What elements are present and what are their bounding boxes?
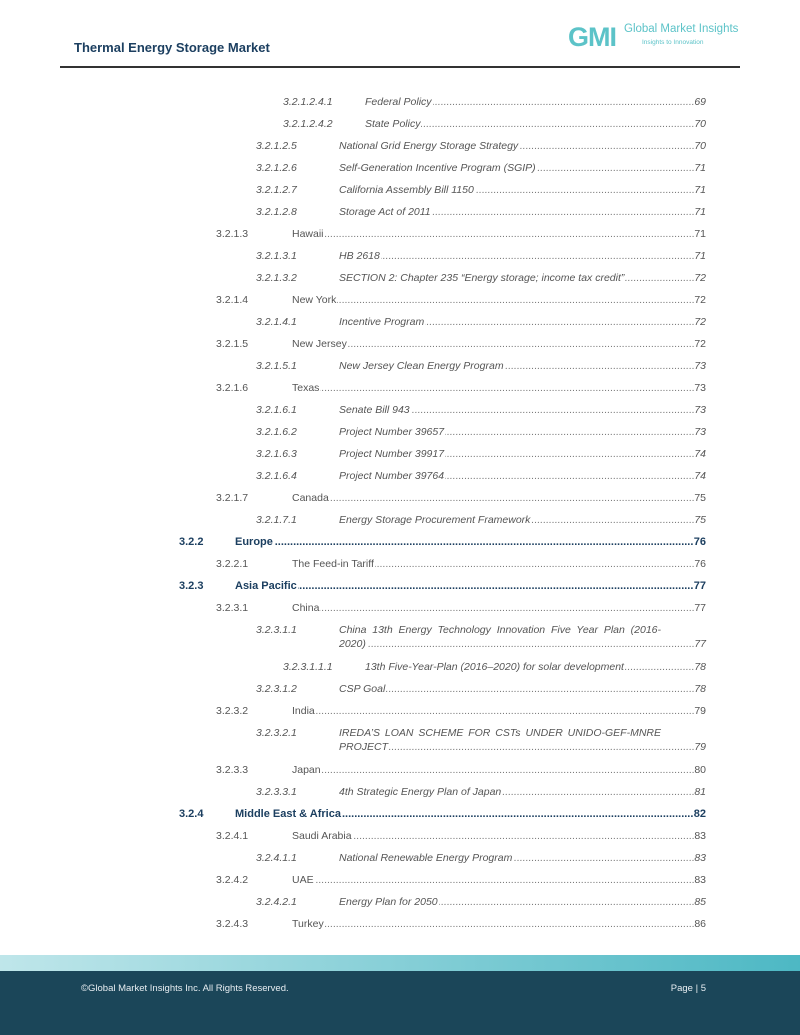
toc-entry-title: Hawaii (292, 228, 324, 240)
toc-entry-title: California Assembly Bill 1150 (339, 184, 474, 196)
toc-entry-number: 3.2.3.3 (216, 764, 249, 776)
toc-entry[interactable] (0, 807, 800, 827)
logo-mark: GMI (568, 22, 616, 52)
toc-entry[interactable] (0, 227, 800, 247)
toc-entry-title: National Grid Energy Storage Strategy (339, 140, 519, 152)
toc-leader-dots (292, 293, 694, 307)
logo-name: Global Market Insights (624, 23, 739, 35)
toc-entry-page: 71 (694, 206, 706, 218)
toc-entry-number: 3.2.3.1.1 (256, 624, 297, 636)
toc-entry-title: New Jersey (292, 338, 347, 350)
toc-entry-number: 3.2.3.2 (216, 705, 249, 717)
toc-entry[interactable] (0, 513, 800, 533)
toc-entry-title: Texas (292, 382, 320, 394)
toc-entry-page: 75 (694, 492, 706, 504)
toc-entry[interactable] (0, 403, 800, 423)
toc-entry[interactable] (0, 139, 800, 159)
toc-entry-number: 3.2.1.2.8 (256, 206, 297, 218)
toc-entry[interactable] (0, 557, 800, 577)
toc-entry-number: 3.2.1.2.4.1 (283, 96, 333, 108)
toc-leader-dots (292, 873, 694, 887)
toc-entry-number: 3.2.1.7.1 (256, 514, 297, 526)
toc-entry-title: Project Number 39917 (339, 448, 445, 460)
toc-entry-title: CSP Goal (339, 683, 386, 695)
toc-entry-title-line1: IREDA’S LOAN SCHEME FOR CSTs UNDER UNIDO-GEF-MNRE (339, 727, 661, 739)
toc-entry[interactable] (0, 491, 800, 511)
toc-entry[interactable] (0, 315, 800, 335)
toc-entry-number: 3.2.1.4.1 (256, 316, 297, 328)
toc-entry-title: UAE (292, 874, 314, 886)
toc-entry-title: National Renewable Energy Program (339, 852, 513, 864)
toc-entry-title: Japan (292, 764, 321, 776)
toc-leader-dots (292, 227, 694, 241)
toc-entry-number: 3.2.4.1.1 (256, 852, 297, 864)
toc-entry-title: 4th Strategic Energy Plan of Japan (339, 786, 502, 798)
toc-entry-page: 75 (694, 514, 706, 526)
toc-entry-page: 70 (694, 140, 706, 152)
toc-entry[interactable] (0, 785, 800, 805)
toc-entry-title: Storage Act of 2011 (339, 206, 431, 218)
toc-entry-page: 78 (694, 661, 706, 673)
toc-entry-title: Federal Policy (365, 96, 432, 108)
page-footer (0, 971, 800, 1035)
toc-entry-title: Saudi Arabia (292, 830, 352, 842)
toc-entry-number: 3.2.2 (179, 536, 204, 548)
toc-entry-number: 3.2.1.6 (216, 382, 249, 394)
toc-entry-title: New Jersey Clean Energy Program (339, 360, 504, 372)
toc-entry-number: 3.2.1.3.1 (256, 250, 297, 262)
toc-entry-page: 71 (694, 228, 706, 240)
toc-entry-page: 80 (694, 764, 706, 776)
footer-copyright: ©Global Market Insights Inc. All Rights Reserved. (81, 983, 289, 994)
toc-entry-number: 3.2.1.6.2 (256, 426, 297, 438)
toc-entry-number: 3.2.1.3 (216, 228, 249, 240)
toc-entry-page: 83 (694, 874, 706, 886)
toc-entry-title (339, 623, 661, 651)
toc-entry-number: 3.2.2.1 (216, 558, 249, 570)
toc-entry-page: 76 (694, 558, 706, 570)
toc-leader-dots (292, 601, 694, 615)
toc-entry-page: 74 (694, 470, 706, 482)
toc-entry[interactable] (0, 623, 800, 659)
toc-entry-title-line2: PROJECT (339, 741, 389, 753)
toc-entry[interactable] (0, 293, 800, 313)
toc-entry[interactable] (0, 682, 800, 702)
toc-leader-dots (292, 337, 694, 351)
toc-entry-page: 72 (694, 294, 706, 306)
toc-entry-number: 3.2.3.2.1 (256, 727, 297, 739)
toc-entry-number: 3.2.3.1.2 (256, 683, 297, 695)
toc-entry-page: 73 (694, 404, 706, 416)
toc-entry-number: 3.2.1.6.1 (256, 404, 297, 416)
toc-entry-title: Europe (235, 536, 273, 548)
toc-entry-page: 86 (694, 918, 706, 930)
toc-entry-number: 3.2.1.5 (216, 338, 249, 350)
toc-entry-title: China (292, 602, 320, 614)
toc-entry[interactable] (0, 895, 800, 915)
toc-entry-page: 85 (694, 896, 706, 908)
toc-entry[interactable] (0, 249, 800, 269)
toc-entry-title: 13th Five-Year-Plan (2016–2020) for solar development (365, 661, 624, 673)
toc-entry[interactable] (0, 851, 800, 871)
toc-entry-title: India (292, 705, 315, 717)
toc-entry-title: HB 2618 (339, 250, 380, 262)
document-title: Thermal Energy Storage Market (74, 40, 270, 55)
toc-entry-page: 78 (694, 683, 706, 695)
toc-entry-title: Middle East & Africa (235, 808, 341, 820)
footer-page-number: Page | 5 (670, 983, 706, 994)
toc-entry[interactable] (0, 205, 800, 225)
toc-entry[interactable] (0, 660, 800, 680)
toc-entry[interactable] (0, 271, 800, 291)
toc-entry-number: 3.2.4.1 (216, 830, 249, 842)
toc-entry-number: 3.2.3.1 (216, 602, 249, 614)
logo-tagline: Insights to Innovation (642, 39, 704, 46)
header-divider (60, 66, 740, 68)
toc-entry[interactable] (0, 763, 800, 783)
toc-entry-page: 70 (694, 118, 706, 130)
toc-entry-page: 71 (694, 184, 706, 196)
toc-entry-number: 3.2.1.6.3 (256, 448, 297, 460)
toc-entry-title-line2: 2020) (339, 638, 366, 650)
toc-entry-page: 73 (694, 382, 706, 394)
toc-entry-number: 3.2.4 (179, 808, 204, 820)
toc-entry[interactable] (0, 447, 800, 467)
toc-entry-title-line1: China 13th Energy Technology Innovation Five Year Plan (2016- (339, 624, 661, 636)
toc-entry-title: Energy Plan for 2050 (339, 896, 438, 908)
toc-entry-title: Self-Generation Incentive Program (SGIP) (339, 162, 536, 174)
toc-entry[interactable] (0, 726, 800, 762)
toc-entry-number: 3.2.1.5.1 (256, 360, 297, 372)
toc-entry-page: 81 (694, 786, 706, 798)
toc-entry-title: State Policy (365, 118, 421, 130)
toc-entry-page: 72 (694, 338, 706, 350)
toc-entry-number: 3.2.1.2.6 (256, 162, 297, 174)
toc-entry-number: 3.2.1.7 (216, 492, 249, 504)
toc-entry[interactable] (0, 183, 800, 203)
toc-entry-page: 73 (694, 426, 706, 438)
toc-entry[interactable] (0, 873, 800, 893)
toc-entry-page: 77 (693, 580, 706, 592)
toc-entry[interactable] (0, 161, 800, 181)
toc-entry-title: Turkey (292, 918, 324, 930)
toc-leader-dots (292, 381, 694, 395)
toc-entry-title: Project Number 39657 (339, 426, 445, 438)
toc-entry[interactable] (0, 381, 800, 401)
toc-entry-page: 76 (693, 536, 706, 548)
toc-leader-dots (292, 917, 694, 931)
toc-entry[interactable] (0, 117, 800, 137)
toc-entry-number: 3.2.1.3.2 (256, 272, 297, 284)
toc-entry-title: Senate Bill 943 (339, 404, 410, 416)
toc-entry-title: Canada (292, 492, 329, 504)
toc-entry[interactable] (0, 95, 800, 115)
toc-entry-number: 3.2.1.6.4 (256, 470, 297, 482)
toc-entry-number: 3.2.4.2.1 (256, 896, 297, 908)
toc-entry-page: 83 (694, 852, 706, 864)
toc-entry-title: Project Number 39764 (339, 470, 445, 482)
toc-entry-page: 73 (694, 360, 706, 372)
toc-entry-page: 71 (694, 250, 706, 262)
toc-entry[interactable] (0, 469, 800, 489)
toc-entry-number: 3.2.3 (179, 580, 204, 592)
toc-entry-number: 3.2.1.2.7 (256, 184, 297, 196)
toc-entry-page: 72 (694, 272, 706, 284)
toc-entry-number: 3.2.4.2 (216, 874, 249, 886)
toc-entry-number: 3.2.3.1.1.1 (283, 661, 333, 673)
toc-entry-title: Energy Storage Procurement Framework (339, 514, 531, 526)
toc-entry-title: Incentive Program (339, 316, 425, 328)
footer-gradient-band (0, 955, 800, 971)
toc-entry[interactable] (0, 359, 800, 379)
toc-leader-dots (339, 682, 694, 696)
toc-entry-page: 83 (694, 830, 706, 842)
toc-leader-dots (339, 249, 694, 263)
toc-entry-page: 77 (694, 638, 706, 650)
toc-leader-dots (235, 579, 694, 593)
company-logo (568, 20, 738, 52)
toc-entry[interactable] (0, 425, 800, 445)
toc-entry[interactable] (0, 535, 800, 555)
toc-entry-page: 74 (694, 448, 706, 460)
toc-entry-page: 72 (694, 316, 706, 328)
toc-entry-title: Asia Pacific (235, 580, 297, 592)
toc-entry-title: SECTION 2: Chapter 235 “Energy storage; income tax credit” (339, 272, 625, 284)
toc-entry[interactable] (0, 579, 800, 599)
toc-entry-page: 82 (693, 808, 706, 820)
toc-leader-dots (235, 535, 694, 549)
page-header (0, 0, 800, 70)
toc-entry-page: 77 (694, 602, 706, 614)
toc-entry-number: 3.2.3.3.1 (256, 786, 297, 798)
toc-entry[interactable] (0, 337, 800, 357)
toc-entry[interactable] (0, 917, 800, 937)
toc-entry-title (339, 726, 661, 754)
toc-entry[interactable] (0, 601, 800, 621)
toc-entry-number: 3.2.1.2.4.2 (283, 118, 333, 130)
toc-entry[interactable] (0, 704, 800, 724)
toc-entry[interactable] (0, 829, 800, 849)
toc-entry-number: 3.2.4.3 (216, 918, 249, 930)
toc-entry-page: 71 (694, 162, 706, 174)
toc-entry-page: 79 (694, 705, 706, 717)
toc-entry-title: The Feed-in Tariff (292, 558, 374, 570)
toc-leader-dots (292, 763, 694, 777)
toc-entry-page: 69 (694, 96, 706, 108)
toc-entry-title: New York (292, 294, 337, 306)
toc-entry-number: 3.2.1.4 (216, 294, 249, 306)
toc-entry-page: 79 (694, 741, 706, 753)
toc-leader-dots (292, 491, 694, 505)
toc-leader-dots (292, 704, 694, 718)
toc-entry-number: 3.2.1.2.5 (256, 140, 297, 152)
